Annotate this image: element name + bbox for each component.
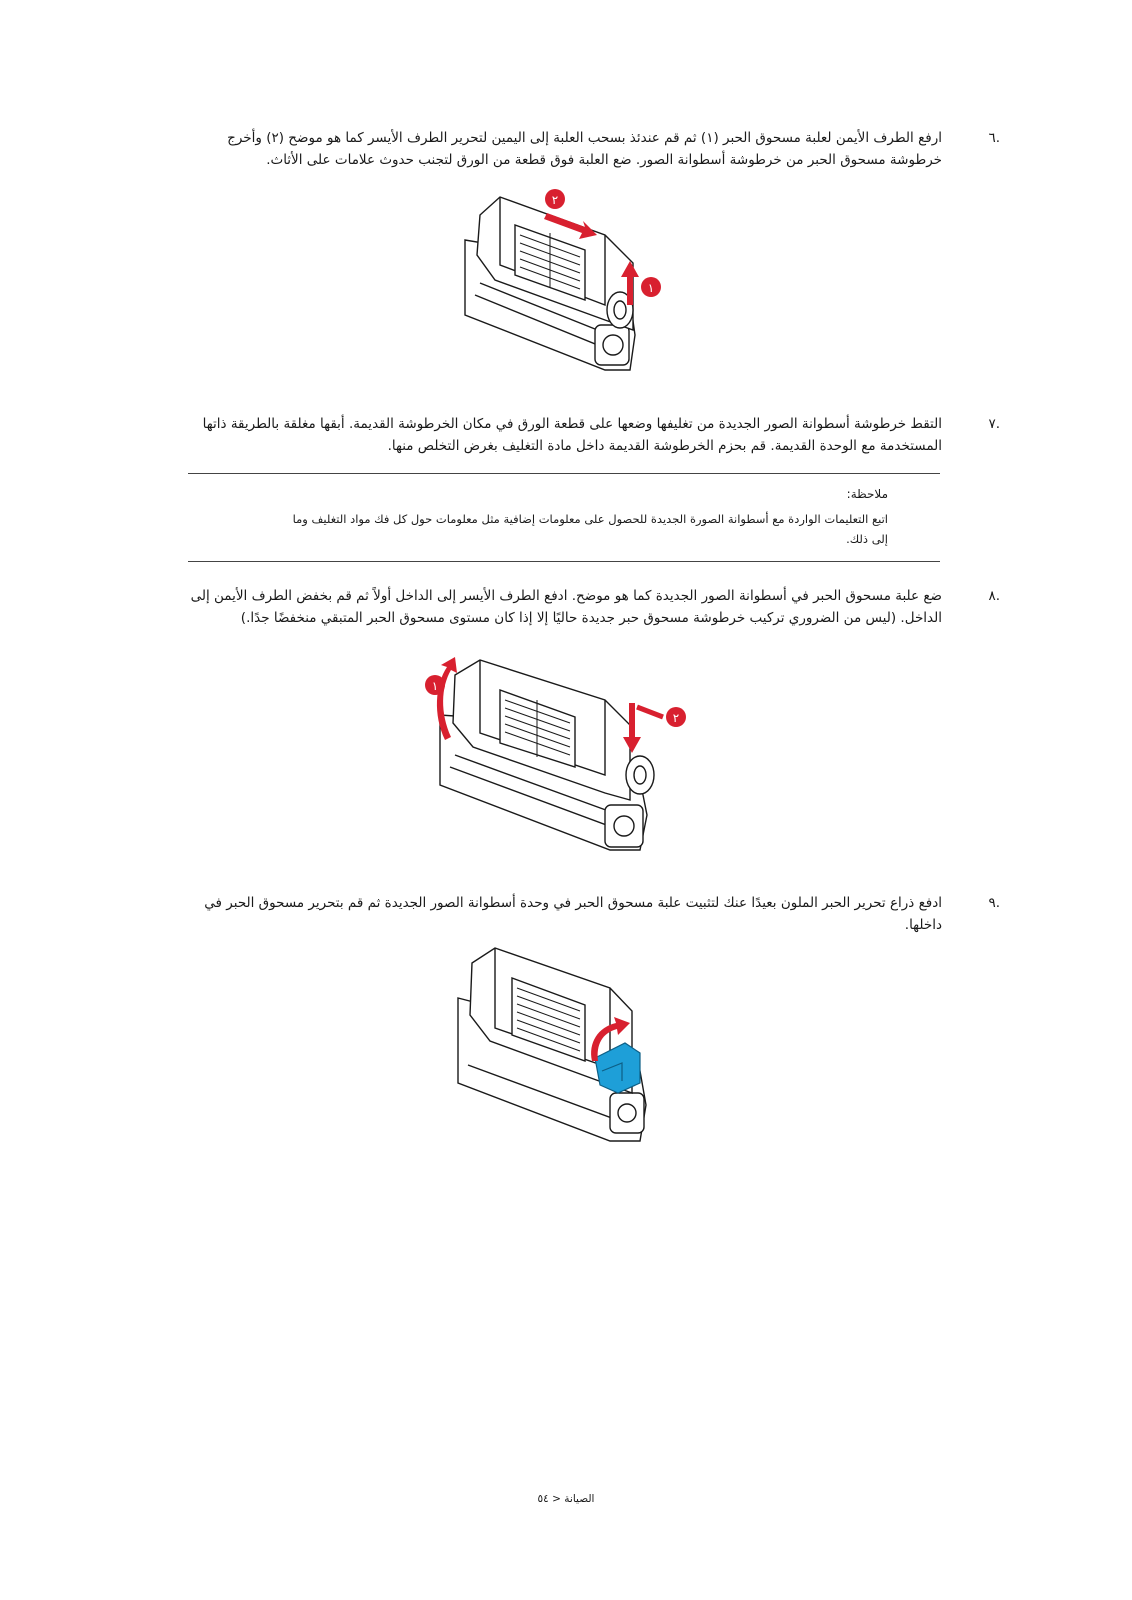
- callout-label: ٢: [551, 193, 559, 207]
- note: [200, 485, 888, 549]
- step-text: [150, 892, 942, 936]
- figure-insert-toner: [425, 655, 695, 870]
- figure-lock-lever: [450, 943, 680, 1153]
- step-number: .٩: [988, 895, 1000, 911]
- step-line: ادفع ذراع تحرير الحبر الملون بعيدًا عنك لتثبيت علبة مسحوق الحبر في وحدة أسطوانة الصور الجديدة ثم قم بتحرير مسحوق الحبر في: [204, 895, 942, 911]
- step-text: [150, 585, 942, 629]
- step-number: .٧: [988, 416, 1000, 432]
- callout-label: ١: [647, 281, 655, 295]
- step-line: المستخدمة مع الوحدة القديمة. قم بحزم الخرطوشة القديمة داخل مادة التغليف بغرض التخلص منها.: [387, 438, 942, 454]
- step-line: التقط خرطوشة أسطوانة الصور الجديدة من تغليفها وضعها على قطعة الورق في مكان الخرطوشة القديمة. أبقها مغلقة بالطريقة ذاتها: [202, 416, 942, 432]
- step-line: ارفع الطرف الأيمن لعلبة مسحوق الحبر (١) ثم قم عندئذ بسحب العلبة إلى اليمين لتحرير الطرف الأيسر كما هو موضح (٢) وأخرج: [227, 130, 942, 146]
- step-7: [150, 413, 1000, 457]
- divider: [188, 473, 940, 474]
- step-line: ضع علبة مسحوق الحبر في أسطوانة الصور الجديدة كما هو موضح. ادفع الطرف الأيسر إلى الداخل أولاً ثم قم بخفض الطرف الأيمن إلى: [190, 588, 942, 604]
- callout-label: ١: [431, 679, 439, 693]
- step-text: [150, 413, 942, 457]
- step-number: .٨: [988, 588, 1000, 604]
- step-line: خرطوشة مسحوق الحبر من خرطوشة أسطوانة الصور. ضع العلبة فوق قطعة من الورق لتجنب حدوث علامات على الأثاث.: [266, 152, 942, 168]
- note-body: [200, 509, 888, 549]
- note-line: إلى ذلك.: [846, 532, 888, 546]
- figure-remove-toner: [455, 185, 685, 390]
- step-text: [150, 127, 942, 171]
- divider: [188, 561, 940, 562]
- step-line: الداخل. (ليس من الضروري تركيب خرطوشة مسحوق حبر جديدة حاليًا إلا إذا كان مستوى مسحوق الحبر المتبقي منخفضًا جدًا.): [240, 610, 942, 626]
- callout-label: ٢: [672, 711, 680, 725]
- note-title: ملاحظة:: [846, 487, 888, 501]
- note-line: اتبع التعليمات الواردة مع أسطوانة الصورة الجديدة للحصول على معلومات إضافية مثل معلومات حول كل فك مواد التغليف وما: [292, 512, 888, 526]
- page-footer: الصيانة < ٥٤: [537, 1493, 595, 1505]
- step-9: [150, 892, 1000, 936]
- step-line: داخلها.: [904, 917, 942, 933]
- step-number: .٦: [988, 130, 1000, 146]
- step-8: [150, 585, 1000, 629]
- step-6: [150, 127, 1000, 171]
